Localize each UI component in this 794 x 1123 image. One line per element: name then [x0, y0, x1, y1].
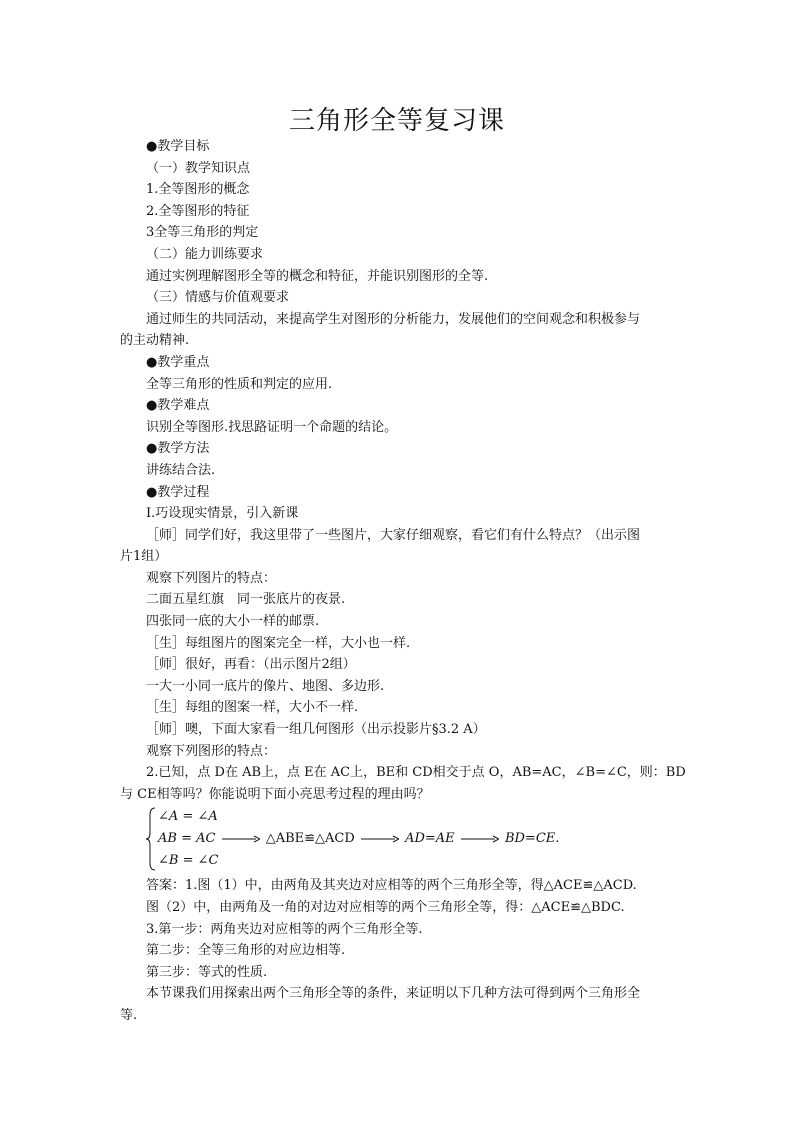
text-line: （一）教学知识点: [146, 160, 251, 176]
text-line: 讲练结合法.: [146, 462, 216, 478]
text-line: 二面五星红旗 同一张底片的夜景.: [146, 592, 346, 608]
heading-difficulties: ● 教学难点: [120, 395, 680, 417]
arrow-right-icon: [461, 835, 499, 843]
text-line: 识别全等图形.找思路证明一个命题的结论。: [146, 419, 398, 435]
left-brace-icon: [146, 807, 156, 871]
answer-line: 第二步：全等三角形的对应边相等.: [146, 943, 346, 959]
system-conclusion: BD=CE.: [504, 831, 560, 847]
system-row-2-left: AB = AC: [158, 831, 216, 847]
heading-process: ● 教学过程: [120, 482, 680, 504]
answer-line: 答案：1.图（1）中，由两角及其夹边对应相等的两个三角形全等，得△ACE≌△ACD.: [146, 878, 637, 894]
page-title: 三角形全等复习课: [288, 106, 505, 136]
system-congruence: △ABE≌△ACD: [265, 831, 355, 847]
document-body: [120, 136, 686, 1027]
answer-line: 本节课我们用探索出两个三角形全等的条件，来证明以下几种方法可得到两个三角形全: [146, 986, 641, 1002]
arrow-right-icon: [222, 835, 260, 843]
heading-teaching-goals: ● 教学目标: [120, 136, 680, 158]
answer-line: 第三步：等式的性质.: [146, 964, 268, 980]
equation-system: [146, 807, 680, 873]
answer-line: 3.第一步：两角夹边对应相等的两个三角形全等.: [146, 921, 423, 937]
system-equal-sides: AD=AE: [405, 831, 455, 847]
answer-line: 等.: [120, 1007, 138, 1023]
system-row-3: ∠B = ∠C: [158, 853, 219, 869]
system-row-2: [158, 831, 559, 846]
text-line: （二）能力训练要求: [146, 246, 264, 262]
heading-methods: ● 教学方法: [120, 438, 680, 460]
text-line: 2.已知，点 D在 AB上，点 E在 AC上，BE和 CD相交于点 O，AB=AC，∠B=∠C，则：BD: [146, 765, 686, 781]
text-line: 通过师生的共同活动，来提高学生对图形的分析能力，发展他们的空间观念和积极参与: [146, 311, 641, 327]
text-line: （三）情感与价值观要求: [146, 290, 290, 306]
text-line: ［生］每组的图案一样，大小不一样.: [146, 700, 359, 716]
text-line: 与 CE相等吗？你能说明下面小亮思考过程的理由吗？: [120, 786, 430, 802]
text-line: 观察下列图片的特点：: [146, 570, 277, 586]
text-line: Ⅰ.巧设现实情景，引入新课: [146, 506, 299, 522]
answer-line: 图（2）中，由两角及一角的对边对应相等的两个三角形全等，得：△ACE≌△BDC.: [146, 900, 625, 915]
text-line: 一大一小同一底片的像片、地图、多边形.: [146, 678, 385, 694]
text-line: 四张同一底的大小一样的邮票.: [146, 614, 320, 630]
text-line: ［师］很好，再看：（出示图片2组）: [146, 657, 356, 673]
heading-key-points: ● 教学重点: [120, 352, 680, 374]
text-line: ［师］噢，下面大家看一组几何图形（出示投影片§3.2 A）: [146, 722, 486, 738]
arrow-right-icon: [361, 835, 399, 843]
text-line: ［生］每组图片的图案完全一样，大小也一样.: [146, 635, 411, 651]
system-row-1: ∠A = ∠A: [158, 809, 218, 825]
text-line: 片1组）: [120, 549, 168, 565]
text-line: 观察下列图形的特点：: [146, 743, 277, 759]
text-line: 全等三角形的性质和判定的应用.: [146, 376, 333, 392]
text-line: 1.全等图形的概念: [146, 182, 250, 198]
text-line: 的主动精神.: [120, 333, 190, 349]
text-line: ［师］同学们好，我这里带了一些图片，大家仔细观察，看它们有什么特点？（出示图: [146, 527, 641, 543]
text-line: 2.全等图形的特征: [146, 203, 250, 219]
text-line: 3全等三角形的判定: [146, 225, 259, 241]
text-line: 通过实例理解图形全等的概念和特征，并能识别图形的全等.: [146, 268, 489, 284]
